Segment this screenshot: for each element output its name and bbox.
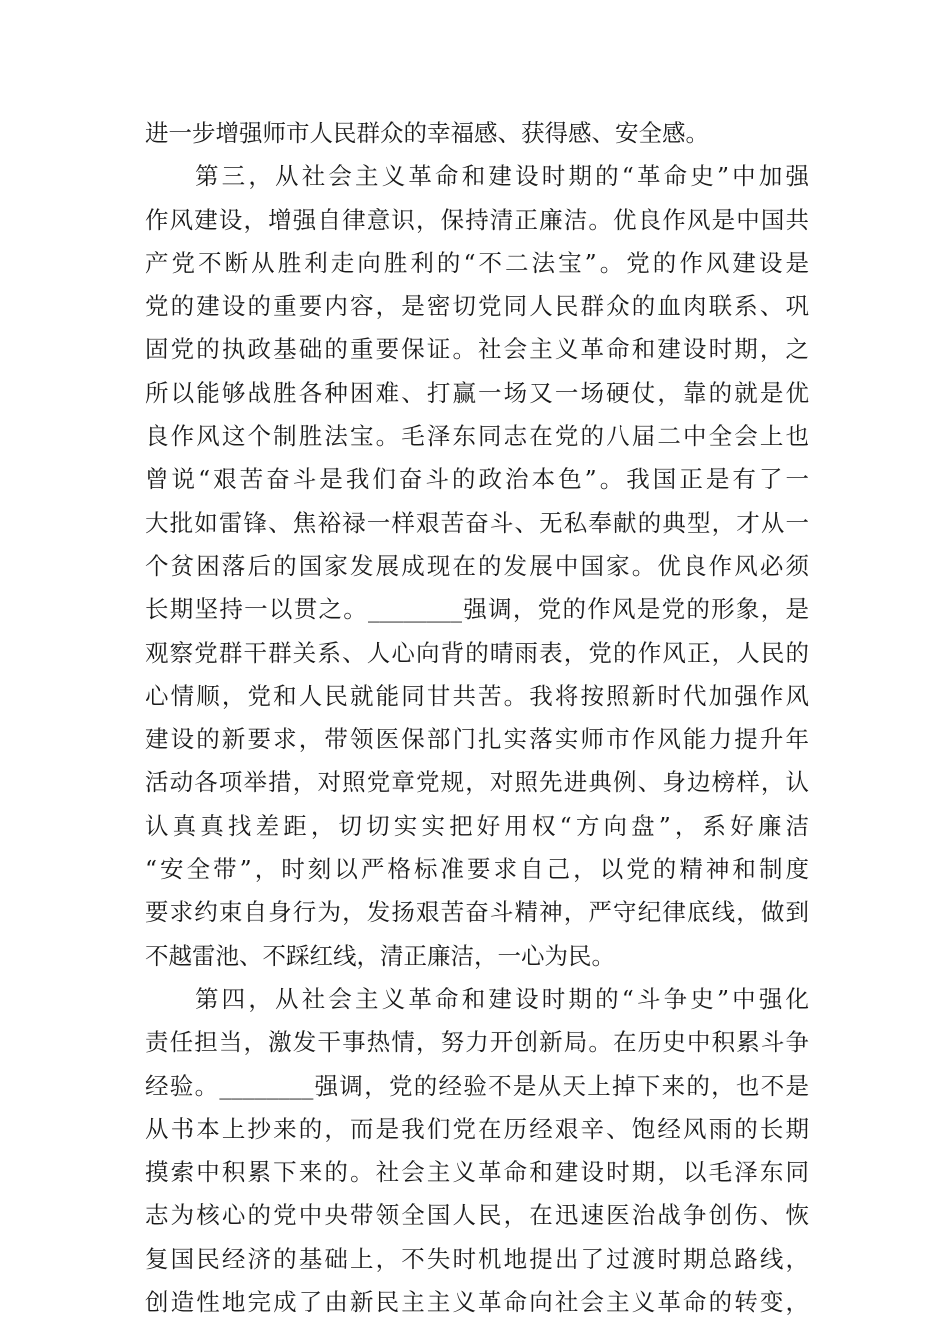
text-line: 从书本上抄来的，而是我们党在历经艰辛、饱经风雨的长期 <box>145 1114 809 1143</box>
document-body-text <box>145 112 809 1324</box>
text-line: 个贫困落后的国家发展成现在的发展中国家。优良作风必须 <box>145 551 809 580</box>
text-line: 产党不断从胜利走向胜利的“不二法宝”。党的作风建设是 <box>145 248 809 277</box>
text-line: 所以能够战胜各种困难、打赢一场又一场硬仗，靠的就是优 <box>145 378 809 407</box>
text-line: 大批如雷锋、焦裕禄一样艰苦奋斗、无私奉献的典型，才从一 <box>145 508 809 537</box>
text-line: 曾说“艰苦奋斗是我们奋斗的政治本色”。我国正是有了一 <box>145 465 809 494</box>
text-line: 党的建设的重要内容，是密切党同人民群众的血肉联系、巩 <box>145 292 809 321</box>
text-line: 摸索中积累下来的。社会主义革命和建设时期，以毛泽东同 <box>145 1158 809 1187</box>
text-line: 固党的执政基础的重要保证。社会主义革命和建设时期，之 <box>145 335 809 364</box>
text-line: 不越雷池、不踩红线，清正廉洁，一心为民。 <box>145 941 615 970</box>
text-line: 观察党群干群关系、人心向背的晴雨表，党的作风正，人民的 <box>145 638 809 667</box>
text-line: 志为核心的党中央带领全国人民，在迅速医治战争创伤、恢 <box>145 1201 809 1230</box>
text-line: 第三，从社会主义革命和建设时期的“革命史”中加强 <box>195 162 809 191</box>
text-line: 经验。________强调，党的经验不是从天上掉下来的，也不是 <box>145 1071 809 1100</box>
text-line: 认真真找差距，切切实实把好用权“方向盘”，系好廉洁 <box>145 811 809 840</box>
text-line: 活动各项举措，对照党章党规，对照先进典例、身边榜样，认 <box>145 768 809 797</box>
text-line: 良作风这个制胜法宝。毛泽东同志在党的八届二中全会上也 <box>145 422 809 451</box>
text-line: 第四，从社会主义革命和建设时期的“斗争史”中强化 <box>195 984 809 1013</box>
text-line: 责任担当，激发干事热情，努力开创新局。在历史中积累斗争 <box>145 1028 809 1057</box>
text-line: 复国民经济的基础上，不失时机地提出了过渡时期总路线， <box>145 1244 809 1273</box>
text-line: 建设的新要求，带领医保部门扎实落实师市作风能力提升年 <box>145 725 809 754</box>
text-line: 要求约束自身行为，发扬艰苦奋斗精神，严守纪律底线，做到 <box>145 898 809 927</box>
text-line: 作风建设，增强自律意识，保持清正廉洁。优良作风是中国共 <box>145 205 809 234</box>
text-line: 心情顺，党和人民就能同甘共苦。我将按照新时代加强作风 <box>145 681 809 710</box>
text-line: 长期坚持一以贯之。________强调，党的作风是党的形象，是 <box>145 595 809 624</box>
text-line: 创造性地完成了由新民主主义革命向社会主义革命的转变， <box>145 1288 809 1317</box>
text-line: 进一步增强师市人民群众的幸福感、获得感、安全感。 <box>145 119 709 147</box>
text-line: “安全带”，时刻以严格标准要求自己，以党的精神和制度 <box>145 855 809 884</box>
